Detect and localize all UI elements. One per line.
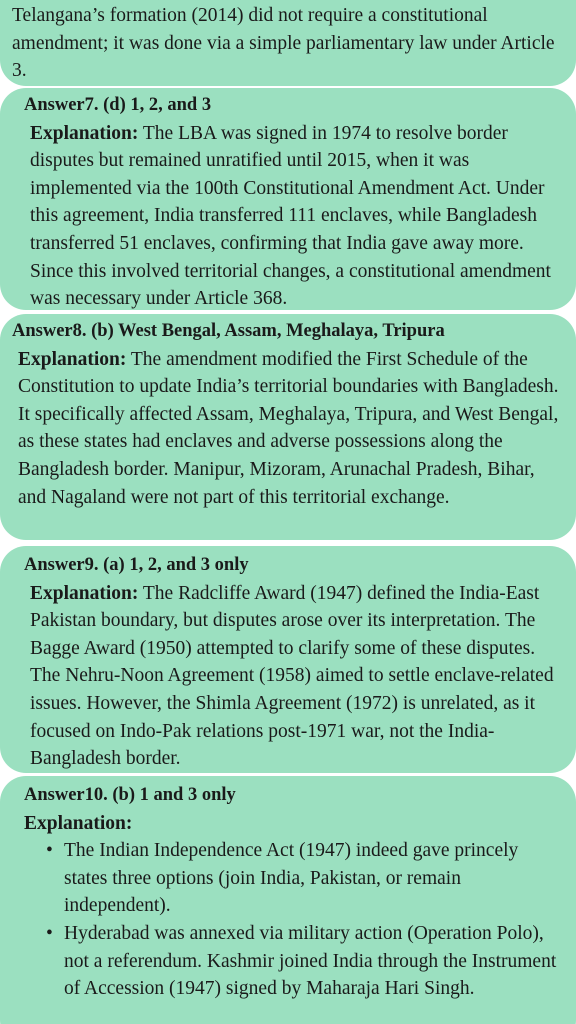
answer10-card (0, 776, 576, 1024)
answer9-card (0, 546, 576, 773)
answer8-explanation (12, 346, 566, 512)
answer10-heading: Answer10. (b) 1 and 3 only (24, 785, 236, 805)
answer7-heading: Answer7. (d) 1, 2, and 3 (24, 95, 212, 115)
answer8-explanation-text: The amendment modified the First Schedule of the Constitution to update India’s territorial boundaries with Bangladesh. It specifically affected Assam, Meghalaya, Tripura, and West Bengal, as these states had enclaves and adverse possessions along the Bangladesh border. Manipur, Mizoram, Arunachal Pradesh, Bihar, and Nagaland were not part of this territorial exchange. (18, 348, 559, 508)
bullet-icon: • (46, 922, 53, 944)
tail-text: Telangana’s formation (2014) did not require a constitutional amendment; it was done via a simple parliamentary law under Article 3. (12, 5, 555, 82)
answer9-heading: Answer9. (a) 1, 2, and 3 only (24, 555, 249, 575)
bullet-text: Hyderabad was annexed via military action (Operation Polo), not a referendum. Kashmir joined India through the Instrument of Accession (1947) signed by Maharaja Hari Singh. (64, 922, 557, 1000)
list-item (46, 920, 558, 1003)
bullet-text: The Indian Independence Act (1947) indeed gave princely states three options (join India, Pakistan, or remain independent). (64, 840, 519, 917)
answer7-card (0, 88, 576, 310)
answer-tail-card (0, 0, 576, 86)
answer9-explanation-text: The Radcliffe Award (1947) defined the India-East Pakistan boundary, but disputes arose over its interpretation. The Bagge Award (1950) attempted to clarify some of these disputes. The Nehru-Noon Agreement (1958) aimed to settle enclave-related issues. However, the Shimla Agreement (1972) is unrelated, as it focused on Indo-Pak relations post-1971 war, not the India-Bangladesh border. (30, 582, 554, 770)
answer7-explanation (24, 120, 552, 310)
bullet-icon: • (46, 840, 53, 862)
answer8-heading: Answer8. (b) West Bengal, Assam, Meghalaya, Tripura (12, 321, 445, 341)
answer9-explanation-label: Explanation: (30, 582, 139, 604)
answer7-explanation-text: The LBA was signed in 1974 to resolve border disputes but remained unratified until 2015, when it was implemented via the 100th Constitutional Amendment Act. Under this agreement, India transferred 111 enclaves, while Bangladesh transferred 51 enclaves, confirming that India gave away more. Since this involved territorial changes, a constitutional amendment was necessary under Article 368. (30, 122, 551, 310)
answer8-card (0, 314, 576, 540)
list-item (46, 837, 558, 920)
answer10-bullet-list (24, 837, 558, 1003)
answer8-explanation-label: Explanation: (18, 348, 127, 370)
answer9-explanation (24, 580, 558, 773)
answer10-explanation-label: Explanation: (24, 812, 133, 834)
answer7-explanation-label: Explanation: (30, 122, 139, 144)
